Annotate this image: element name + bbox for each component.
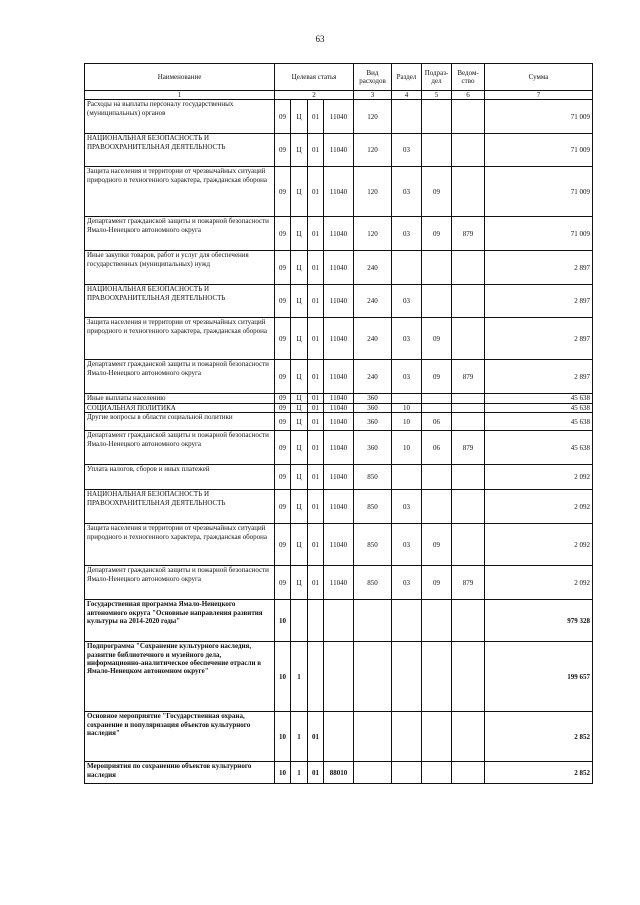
target-activity: 01 <box>308 403 324 412</box>
row-name: Иные выплаты населению <box>85 394 275 403</box>
target-direction: 11040 <box>324 360 354 394</box>
row-sum: 2 897 <box>485 251 593 285</box>
table-row <box>85 524 593 566</box>
target-subprogram: Ц <box>291 251 308 285</box>
subsection-code: 09 <box>422 524 452 566</box>
target-subprogram: 1 <box>291 642 308 712</box>
target-direction <box>324 600 354 642</box>
expense-kind: 120 <box>354 217 392 251</box>
subsection-code: 09 <box>422 217 452 251</box>
target-program: 09 <box>275 431 291 465</box>
row-name: Мероприятия по сохранению объектов культурного наследия <box>85 762 275 784</box>
row-name: Государственная программа Ямало-Ненецкого автономного округа "Основные направления развития культуры на 2014-2020 годы" <box>85 600 275 642</box>
target-direction: 11040 <box>324 251 354 285</box>
section-code <box>392 712 422 762</box>
target-direction: 11040 <box>324 167 354 217</box>
row-sum: 2 852 <box>485 712 593 762</box>
section-code <box>392 762 422 784</box>
section-code: 03 <box>392 217 422 251</box>
target-activity: 01 <box>308 251 324 285</box>
row-sum: 2 897 <box>485 285 593 318</box>
target-subprogram <box>291 600 308 642</box>
col-number: 7 <box>485 91 593 100</box>
target-direction <box>324 712 354 762</box>
target-direction: 11040 <box>324 465 354 490</box>
department-code: 879 <box>452 431 485 465</box>
department-code <box>452 762 485 784</box>
target-program: 10 <box>275 642 291 712</box>
budget-table <box>84 63 593 784</box>
section-code: 03 <box>392 318 422 360</box>
target-activity: 01 <box>308 524 324 566</box>
row-sum: 2 897 <box>485 360 593 394</box>
table-row <box>85 600 593 642</box>
col-number: 4 <box>392 91 422 100</box>
target-subprogram: Ц <box>291 465 308 490</box>
expense-kind <box>354 762 392 784</box>
subsection-code: 09 <box>422 360 452 394</box>
header-name: Наименование <box>85 64 275 91</box>
row-sum: 2 092 <box>485 524 593 566</box>
subsection-code <box>422 490 452 524</box>
row-sum: 199 657 <box>485 642 593 712</box>
target-direction: 11040 <box>324 217 354 251</box>
row-sum: 2 092 <box>485 465 593 490</box>
header-kind: Вид расходов <box>354 64 392 91</box>
target-activity: 01 <box>308 490 324 524</box>
target-subprogram: Ц <box>291 403 308 412</box>
target-program: 09 <box>275 465 291 490</box>
expense-kind: 360 <box>354 413 392 431</box>
department-code <box>452 251 485 285</box>
row-name: Департамент гражданской защиты и пожарной безопасности Ямало-Ненецкого автономного округа <box>85 360 275 394</box>
department-code <box>452 167 485 217</box>
table-row <box>85 642 593 712</box>
table-row <box>85 712 593 762</box>
table-row <box>85 318 593 360</box>
subsection-code <box>422 762 452 784</box>
row-name: Департамент гражданской защиты и пожарной безопасности Ямало-Ненецкого автономного округа <box>85 566 275 600</box>
target-program: 09 <box>275 360 291 394</box>
header-dept: Ведом-ство <box>452 64 485 91</box>
target-direction: 11040 <box>324 134 354 167</box>
row-sum: 71 009 <box>485 100 593 134</box>
expense-kind: 850 <box>354 524 392 566</box>
target-program: 10 <box>275 762 291 784</box>
expense-kind: 850 <box>354 566 392 600</box>
row-name: Защита населения и территории от чрезвычайных ситуаций природного и техногенного характера, гражданская оборона <box>85 524 275 566</box>
expense-kind: 240 <box>354 285 392 318</box>
target-program: 10 <box>275 712 291 762</box>
row-name: Уплата налогов, сборов и иных платежей <box>85 465 275 490</box>
row-name: Департамент гражданской защиты и пожарной безопасности Ямало-Ненецкого автономного округа <box>85 217 275 251</box>
target-subprogram: Ц <box>291 413 308 431</box>
subsection-code <box>422 642 452 712</box>
target-subprogram: Ц <box>291 318 308 360</box>
row-name: Департамент гражданской защиты и пожарной безопасности Ямало-Ненецкого автономного округа <box>85 431 275 465</box>
target-subprogram: Ц <box>291 360 308 394</box>
target-program: 09 <box>275 524 291 566</box>
section-code <box>392 251 422 285</box>
target-program: 09 <box>275 217 291 251</box>
col-number: 2 <box>275 91 354 100</box>
row-sum: 71 009 <box>485 167 593 217</box>
target-direction: 11040 <box>324 431 354 465</box>
table-row <box>85 134 593 167</box>
target-activity: 01 <box>308 762 324 784</box>
header-subsection: Подраз-дел <box>422 64 452 91</box>
expense-kind <box>354 712 392 762</box>
row-name: Защита населения и территории от чрезвычайных ситуаций природного и техногенного характера, гражданская оборона <box>85 167 275 217</box>
department-code <box>452 465 485 490</box>
target-activity: 01 <box>308 465 324 490</box>
expense-kind: 120 <box>354 134 392 167</box>
target-program: 09 <box>275 394 291 403</box>
target-direction: 11040 <box>324 100 354 134</box>
target-activity: 01 <box>308 217 324 251</box>
row-name: Иные закупки товаров, работ и услуг для обеспечения государственных (муниципальных) нужд <box>85 251 275 285</box>
target-direction <box>324 642 354 712</box>
row-name: Подпрограмма "Сохранение культурного наследия, развитие библиотечного и музейного дела, информационно-аналитическое обеспечение отрасли в Ямало-Ненецком автономном округе" <box>85 642 275 712</box>
target-direction: 11040 <box>324 490 354 524</box>
department-code <box>452 712 485 762</box>
target-program: 10 <box>275 600 291 642</box>
subsection-code: 09 <box>422 566 452 600</box>
target-program: 09 <box>275 318 291 360</box>
row-sum: 45 638 <box>485 413 593 431</box>
header-target: Целевая статья <box>275 64 354 91</box>
subsection-code <box>422 394 452 403</box>
expense-kind: 240 <box>354 360 392 394</box>
column-number-row <box>85 91 593 100</box>
target-activity: 01 <box>308 360 324 394</box>
section-code: 03 <box>392 285 422 318</box>
department-code: 879 <box>452 360 485 394</box>
section-code <box>392 394 422 403</box>
target-direction: 11040 <box>324 394 354 403</box>
section-code: 10 <box>392 403 422 412</box>
section-code <box>392 600 422 642</box>
row-name: НАЦИОНАЛЬНАЯ БЕЗОПАСНОСТЬ И ПРАВООХРАНИТЕЛЬНАЯ ДЕЯТЕЛЬНОСТЬ <box>85 285 275 318</box>
target-activity: 01 <box>308 566 324 600</box>
target-activity: 01 <box>308 318 324 360</box>
row-sum: 71 009 <box>485 134 593 167</box>
target-subprogram: Ц <box>291 524 308 566</box>
expense-kind: 240 <box>354 251 392 285</box>
target-activity: 01 <box>308 285 324 318</box>
target-direction: 11040 <box>324 524 354 566</box>
col-number: 5 <box>422 91 452 100</box>
target-activity: 01 <box>308 431 324 465</box>
target-subprogram: Ц <box>291 167 308 217</box>
target-activity <box>308 642 324 712</box>
expense-kind: 120 <box>354 100 392 134</box>
expense-kind: 850 <box>354 465 392 490</box>
row-sum: 45 638 <box>485 431 593 465</box>
department-code <box>452 600 485 642</box>
row-sum: 2 852 <box>485 762 593 784</box>
section-code <box>392 465 422 490</box>
department-code <box>452 285 485 318</box>
target-subprogram: Ц <box>291 394 308 403</box>
target-subprogram: Ц <box>291 134 308 167</box>
subsection-code <box>422 600 452 642</box>
target-program: 09 <box>275 251 291 285</box>
target-activity: 01 <box>308 134 324 167</box>
subsection-code: 06 <box>422 431 452 465</box>
row-sum: 45 638 <box>485 403 593 412</box>
header-sum: Сумма <box>485 64 593 91</box>
department-code <box>452 134 485 167</box>
table-row <box>85 285 593 318</box>
target-activity: 01 <box>308 167 324 217</box>
department-code <box>452 403 485 412</box>
table-row <box>85 413 593 431</box>
section-code: 03 <box>392 490 422 524</box>
target-subprogram: 1 <box>291 762 308 784</box>
row-name: Другие вопросы в области социальной политики <box>85 413 275 431</box>
target-program: 09 <box>275 167 291 217</box>
department-code: 879 <box>452 217 485 251</box>
page-number: 63 <box>315 34 325 44</box>
table-row <box>85 403 593 412</box>
table-row <box>85 566 593 600</box>
target-activity: 01 <box>308 100 324 134</box>
row-sum: 979 328 <box>485 600 593 642</box>
department-code <box>452 490 485 524</box>
section-code: 03 <box>392 524 422 566</box>
section-code: 10 <box>392 413 422 431</box>
expense-kind: 120 <box>354 167 392 217</box>
expense-kind: 850 <box>354 490 392 524</box>
expense-kind: 360 <box>354 431 392 465</box>
table-row <box>85 465 593 490</box>
section-code: 03 <box>392 167 422 217</box>
row-name: НАЦИОНАЛЬНАЯ БЕЗОПАСНОСТЬ И ПРАВООХРАНИТЕЛЬНАЯ ДЕЯТЕЛЬНОСТЬ <box>85 490 275 524</box>
target-subprogram: 1 <box>291 712 308 762</box>
table-row <box>85 431 593 465</box>
col-number: 1 <box>85 91 275 100</box>
target-direction: 11040 <box>324 285 354 318</box>
section-code: 03 <box>392 566 422 600</box>
row-name: НАЦИОНАЛЬНАЯ БЕЗОПАСНОСТЬ И ПРАВООХРАНИТЕЛЬНАЯ ДЕЯТЕЛЬНОСТЬ <box>85 134 275 167</box>
subsection-code <box>422 285 452 318</box>
target-direction: 11040 <box>324 318 354 360</box>
target-direction: 88010 <box>324 762 354 784</box>
row-sum: 2 092 <box>485 566 593 600</box>
section-code <box>392 100 422 134</box>
row-name: Защита населения и территории от чрезвычайных ситуаций природного и техногенного характера, гражданская оборона <box>85 318 275 360</box>
target-subprogram: Ц <box>291 490 308 524</box>
table-row <box>85 394 593 403</box>
row-sum: 71 009 <box>485 217 593 251</box>
target-program: 09 <box>275 413 291 431</box>
row-name: Расходы на выплаты персоналу государственных (муниципальных) органов <box>85 100 275 134</box>
target-program: 09 <box>275 134 291 167</box>
department-code <box>452 318 485 360</box>
subsection-code: 06 <box>422 413 452 431</box>
header-row <box>85 64 593 91</box>
table-row <box>85 762 593 784</box>
table-row <box>85 167 593 217</box>
subsection-code <box>422 403 452 412</box>
table-row <box>85 100 593 134</box>
target-subprogram: Ц <box>291 431 308 465</box>
target-direction: 11040 <box>324 566 354 600</box>
target-program: 09 <box>275 100 291 134</box>
col-number: 3 <box>354 91 392 100</box>
target-activity: 01 <box>308 413 324 431</box>
subsection-code: 09 <box>422 167 452 217</box>
department-code <box>452 524 485 566</box>
department-code: 879 <box>452 566 485 600</box>
department-code <box>452 100 485 134</box>
subsection-code: 09 <box>422 318 452 360</box>
subsection-code <box>422 712 452 762</box>
table-row <box>85 217 593 251</box>
subsection-code <box>422 251 452 285</box>
target-subprogram: Ц <box>291 285 308 318</box>
target-activity: 01 <box>308 394 324 403</box>
expense-kind <box>354 642 392 712</box>
row-sum: 2 897 <box>485 318 593 360</box>
target-program: 09 <box>275 490 291 524</box>
target-subprogram: Ц <box>291 566 308 600</box>
department-code <box>452 394 485 403</box>
col-number: 6 <box>452 91 485 100</box>
table-row <box>85 360 593 394</box>
target-direction: 11040 <box>324 413 354 431</box>
table-row <box>85 490 593 524</box>
target-program: 09 <box>275 403 291 412</box>
target-program: 09 <box>275 285 291 318</box>
row-name: Основное мероприятие "Государственная охрана, сохранение и популяризация объектов культурного наследия" <box>85 712 275 762</box>
header-section: Раздел <box>392 64 422 91</box>
subsection-code <box>422 134 452 167</box>
subsection-code <box>422 465 452 490</box>
table-row <box>85 251 593 285</box>
expense-kind: 360 <box>354 403 392 412</box>
target-direction: 11040 <box>324 403 354 412</box>
row-sum: 45 638 <box>485 394 593 403</box>
expense-kind <box>354 600 392 642</box>
target-activity: 01 <box>308 712 324 762</box>
expense-kind: 240 <box>354 318 392 360</box>
subsection-code <box>422 100 452 134</box>
department-code <box>452 413 485 431</box>
row-name: СОЦИАЛЬНАЯ ПОЛИТИКА <box>85 403 275 412</box>
row-sum: 2 092 <box>485 490 593 524</box>
section-code: 03 <box>392 134 422 167</box>
department-code <box>452 642 485 712</box>
target-program: 09 <box>275 566 291 600</box>
section-code: 03 <box>392 360 422 394</box>
target-subprogram: Ц <box>291 217 308 251</box>
target-subprogram: Ц <box>291 100 308 134</box>
expense-kind: 360 <box>354 394 392 403</box>
target-activity <box>308 600 324 642</box>
section-code: 10 <box>392 431 422 465</box>
section-code <box>392 642 422 712</box>
